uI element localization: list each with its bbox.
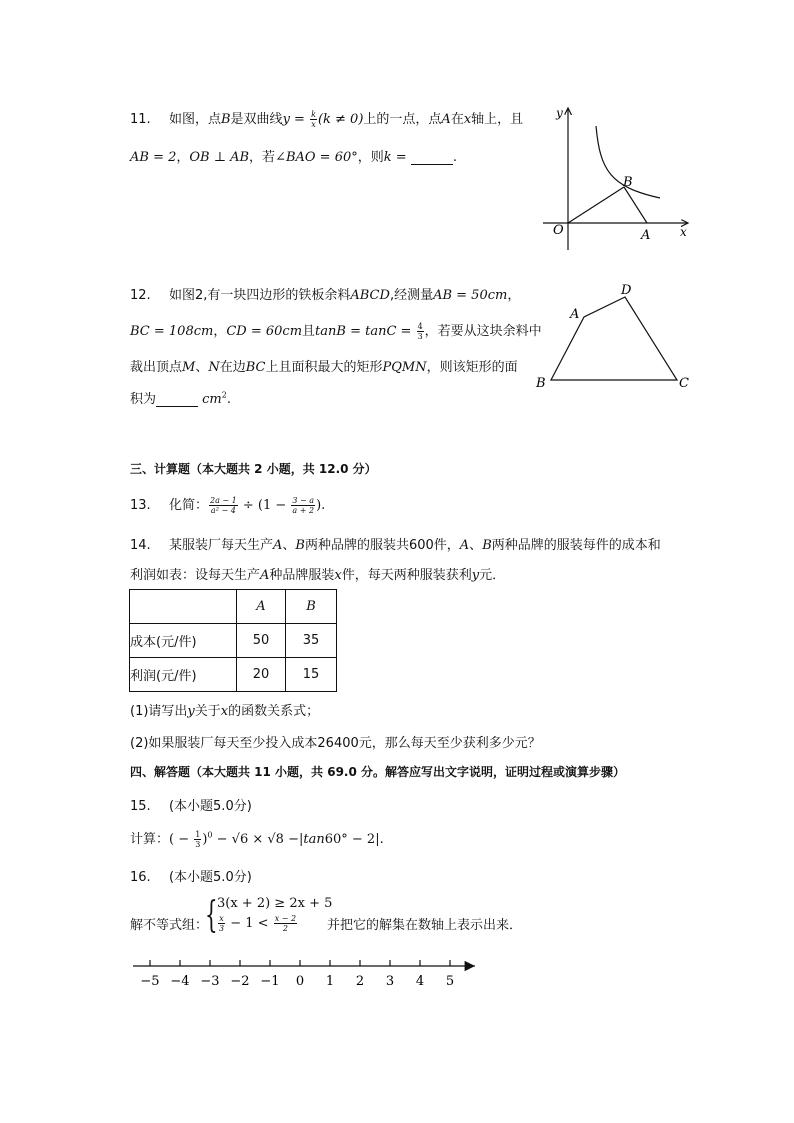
fig11-label-x: x xyxy=(680,225,687,239)
number-line-label: 5 xyxy=(445,974,455,989)
q14-number: 14. xyxy=(130,538,151,553)
q11-answer-blank xyxy=(411,164,453,165)
number-line-label: 4 xyxy=(415,974,425,989)
number-line-label: −2 xyxy=(230,974,250,989)
q16-inequality-1: 3(x + 2) ≥ 2x + 5 xyxy=(217,896,333,911)
figure-11-hyperbola xyxy=(538,100,698,260)
fig11-label-y: y xyxy=(556,106,563,120)
q11-number: 11. xyxy=(130,112,151,127)
table-row xyxy=(130,624,337,658)
table-header-row xyxy=(130,590,337,624)
q12-line2: BC = 108cm，CD = 60cm且tanB = tanC = $\frac{4}{3}$ ，若要从这块余料中 xyxy=(130,322,542,341)
q16-fraction-2: $\frac{x - 2}{2}$ xyxy=(274,914,297,933)
number-line-label: 3 xyxy=(385,974,395,989)
q12-line1: 12. 如图2,有一块四边形的铁板余料ABCD,经测量AB = 50cm， xyxy=(130,288,521,303)
number-line-label: −3 xyxy=(200,974,220,989)
fig11-label-O: O xyxy=(553,223,564,238)
number-line-label: 0 xyxy=(295,974,305,989)
q13-fraction-1: $\frac{2a - 1}{\text{a² − 4}}$ xyxy=(209,496,237,515)
fig11-segment-AB xyxy=(624,187,647,223)
q14-part1: (1)请写出y关于x的函数关系式； xyxy=(130,704,320,719)
table-header-cell xyxy=(130,590,237,624)
q13-line: 13. 化简： $\frac{2a - 1}{\text{a² − 4}}$ ÷ (1 − $\frac{3 - a}{a + 2}$ ). xyxy=(130,496,326,515)
number-line-ticks xyxy=(140,960,454,989)
q15-score: (本小题5.0分) xyxy=(168,799,252,814)
q16-tail-text: 并把它的解集在数轴上表示出来． xyxy=(327,918,523,933)
q12-fraction: $\frac{4}{3}$ xyxy=(417,322,423,341)
q14-line1: 14. 某服装厂每天生产A、B两种品牌的服装共600件，A、B两种品牌的服装每件的成本和 xyxy=(130,538,661,553)
number-line-label: 2 xyxy=(355,974,365,989)
q16-fraction-1: $\frac{x}{3}$ xyxy=(219,914,225,933)
q13-fraction-2: $\frac{3 - a}{a + 2}$ xyxy=(292,496,315,515)
table-cell: 15 xyxy=(286,658,337,692)
q14-line2: 利润如表：设每天生产A种品牌服装x件，每天两种服装获利y元． xyxy=(130,568,506,583)
q11-fraction: $\frac{k}{x}$ xyxy=(311,110,316,129)
q15-header xyxy=(130,795,252,814)
fig11-label-A: A xyxy=(641,228,651,243)
q16-header xyxy=(130,866,252,885)
fig11-segment-OB xyxy=(568,187,624,223)
table-row xyxy=(130,658,337,692)
number-line-label: −4 xyxy=(170,974,190,989)
table-header-cell: B xyxy=(286,590,337,624)
section-4-title: 四、解答题（本大题共 11 小题，共 69.0 分。解答应写出文字说明，证明过程或演算步骤） xyxy=(130,765,626,779)
q16-score: (本小题5.0分) xyxy=(168,870,252,885)
q14-data-table xyxy=(129,589,337,692)
number-line-label: −5 xyxy=(140,974,160,989)
figure-12-quadrilateral xyxy=(530,280,700,395)
q11-line1: 11. 如图，点B是双曲线y = $\frac{k}{x}$ (k ≠ 0)上的一点，点A在x轴上，且 xyxy=(130,110,524,129)
q16-number-line xyxy=(125,955,485,995)
fig12-label-B: B xyxy=(536,376,546,391)
table-cell: 20 xyxy=(237,658,286,692)
fig11-label-B: B xyxy=(623,175,633,190)
q12-line4: 积为 $cm^2$. xyxy=(130,390,231,407)
q15-expression: 计算：( − $\frac{1}{3}$ )$^0$ − √6 × √8 −|tan60° − 2|. xyxy=(130,830,384,849)
table-header-cell: A xyxy=(237,590,286,624)
fig12-label-D: D xyxy=(621,283,632,298)
q16-brace: { xyxy=(205,895,218,936)
section-3-title: 三、计算题（本大题共 2 小题，共 12.0 分） xyxy=(130,462,377,476)
q12-answer-blank xyxy=(156,406,198,407)
q15-number: 15. xyxy=(130,799,151,814)
table-cell: 50 xyxy=(237,624,286,658)
fig12-label-C: C xyxy=(679,376,689,391)
table-cell: 成本(元/件) xyxy=(130,624,237,658)
table-cell: 利润(元/件) xyxy=(130,658,237,692)
q16-solve-label: 解不等式组： xyxy=(130,918,209,933)
q11-line2: AB = 2，OB ⊥ AB，若∠BAO = 60°，则k = . xyxy=(130,150,457,165)
q14-part2: (2)如果服装厂每天至少投入成本26400元，那么每天至少获利多少元？ xyxy=(130,736,541,751)
q12-line3: 裁出顶点M、N在边BC上且面积最大的矩形PQMN，则该矩形的面 xyxy=(130,360,518,375)
number-line-label: 1 xyxy=(325,974,335,989)
q13-number: 13. xyxy=(130,498,151,513)
q12-number: 12. xyxy=(130,288,151,303)
q16-number: 16. xyxy=(130,870,151,885)
q16-inequality-2: $\frac{x}{3}$ − 1 < $\frac{x - 2}{2}$ xyxy=(219,914,297,933)
number-line-label: −1 xyxy=(260,974,280,989)
q15-fraction: $\frac{1}{3}$ xyxy=(195,830,201,849)
table-cell: 35 xyxy=(286,624,337,658)
fig12-label-A: A xyxy=(570,307,580,322)
